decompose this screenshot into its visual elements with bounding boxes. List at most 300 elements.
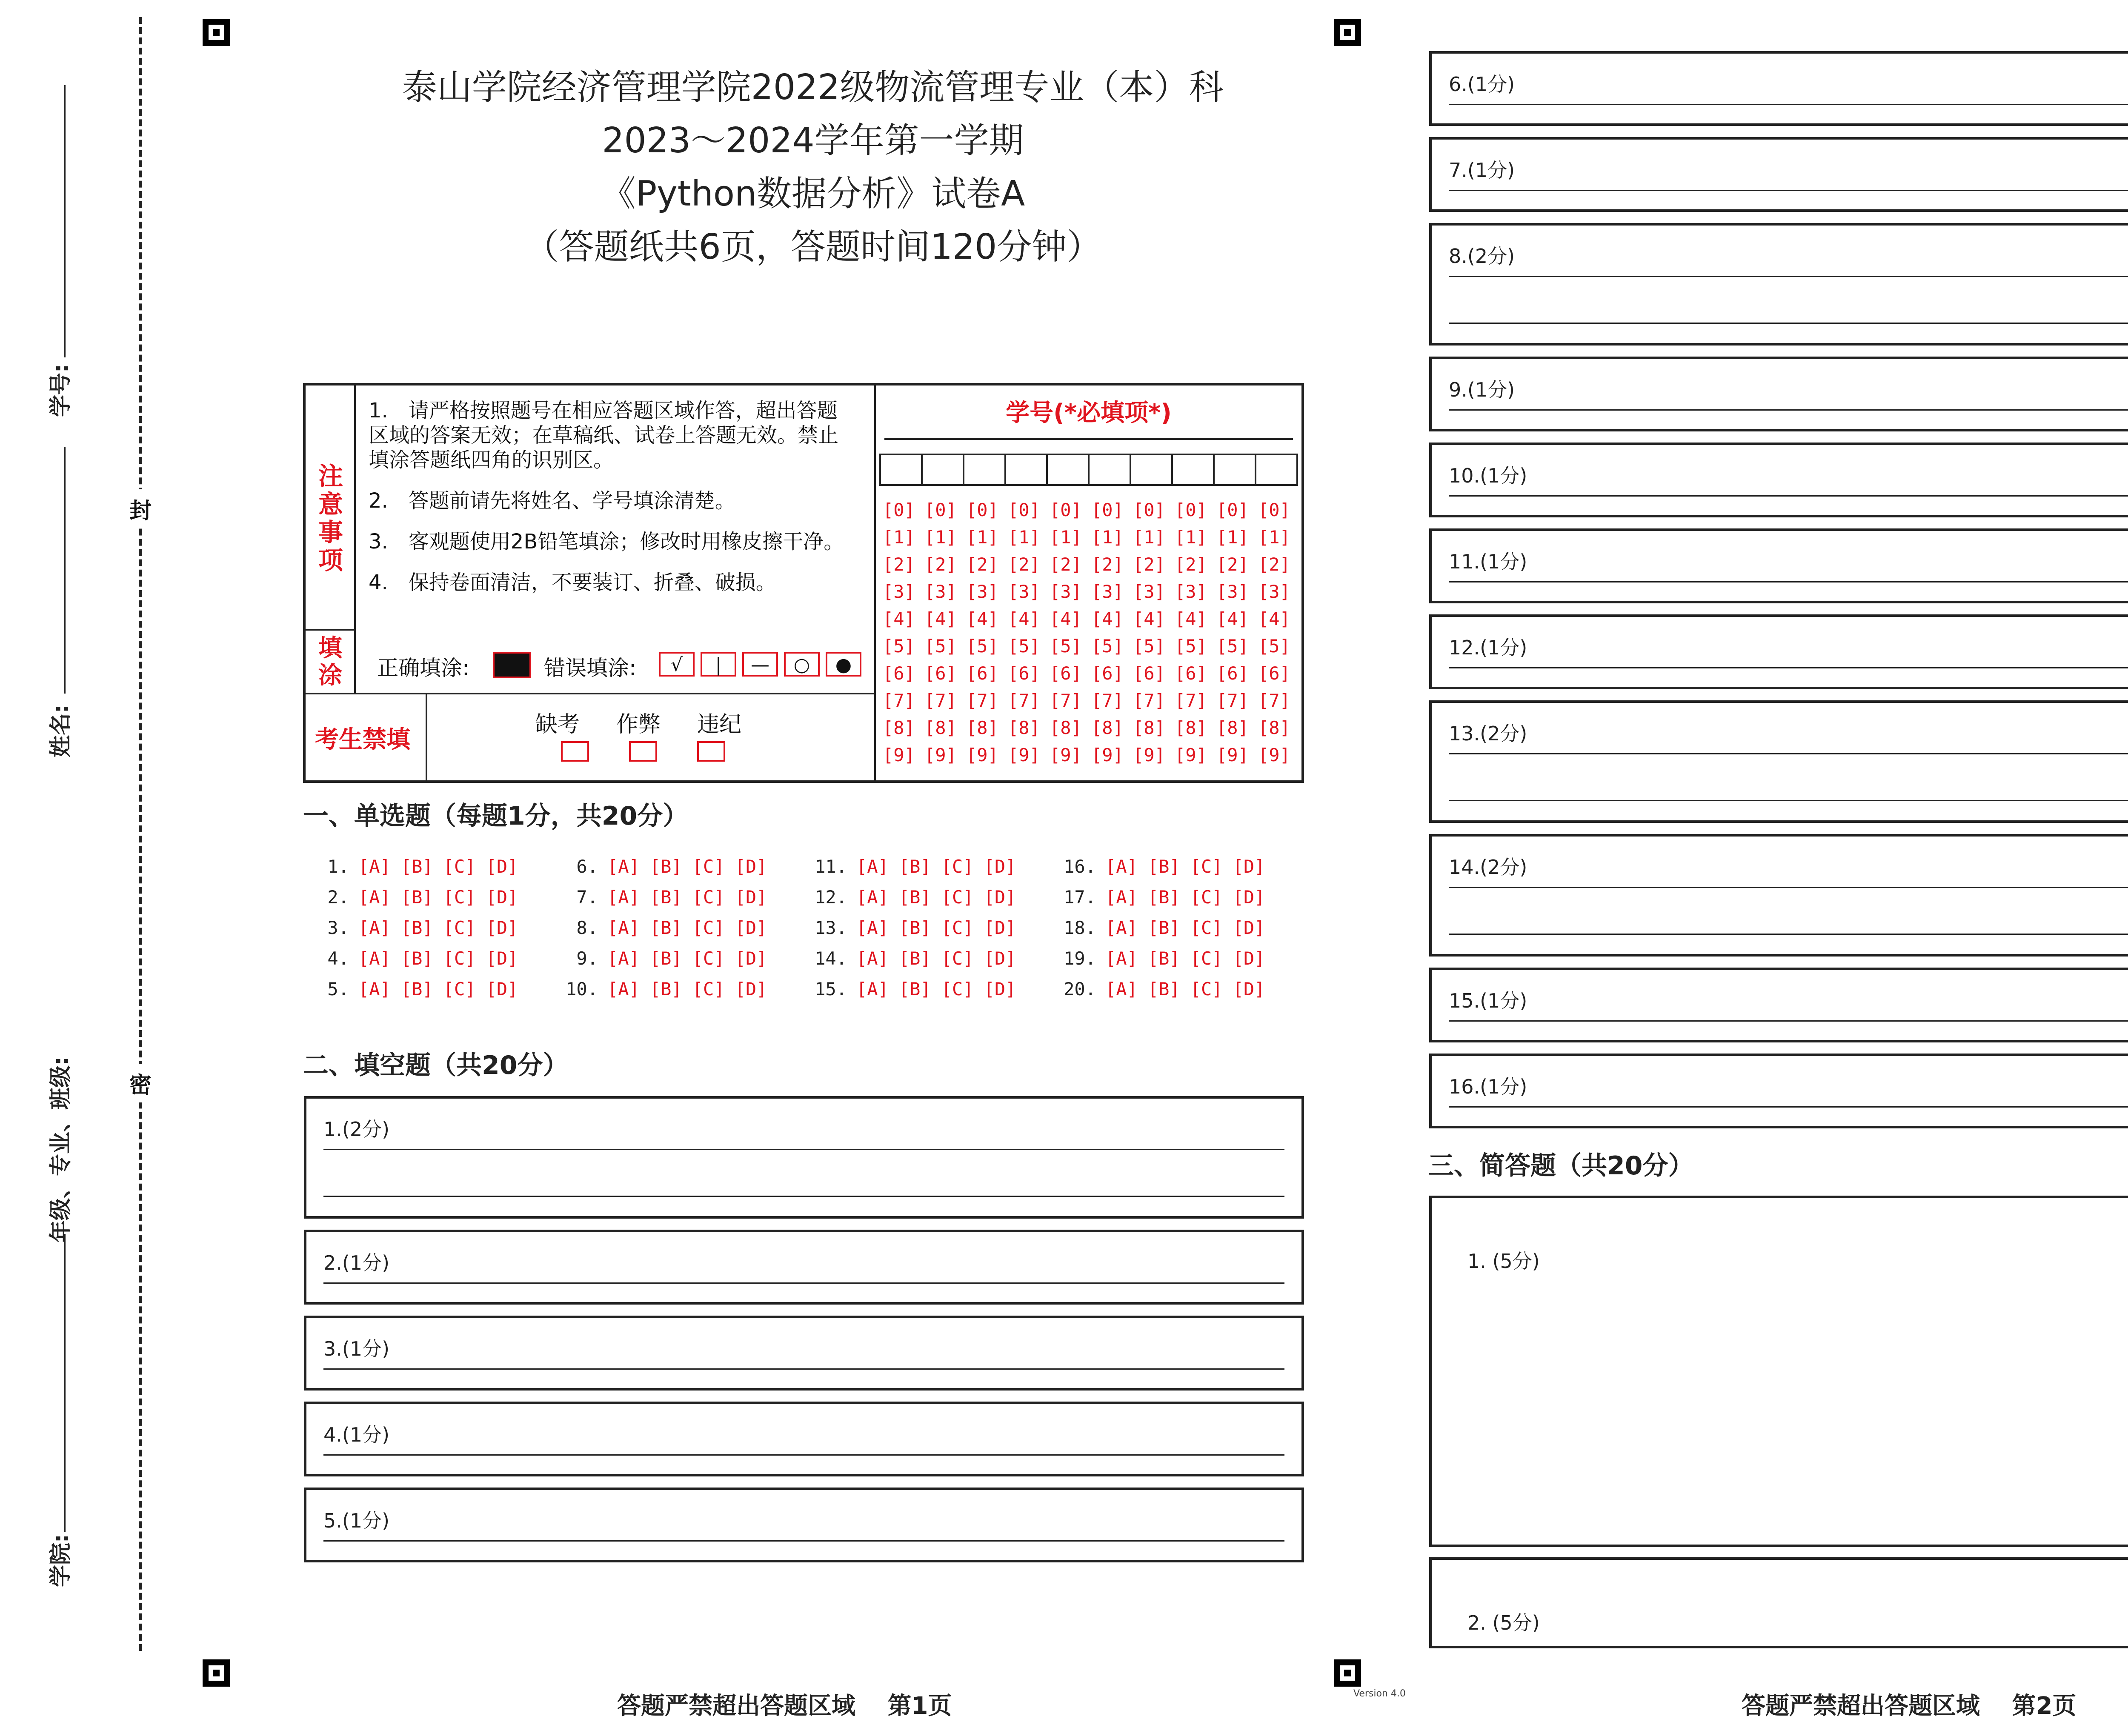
mc-question-number: 19. (1064, 948, 1096, 969)
exam-title-line3: 《Python数据分析》试卷A (601, 174, 1025, 214)
digit-bubble[interactable]: [3] (1216, 581, 1249, 602)
student-number-bubbles[interactable] (883, 496, 1300, 768)
digit-bubble[interactable]: [9] (1258, 744, 1290, 765)
exam-title-line2: 2023～2024学年第一学期 (602, 120, 1024, 161)
notice-item-3: 3. 客观题使用2B铅笔填涂；修改时用橡皮擦干净。 (369, 530, 844, 554)
mc-option[interactable]: [D] (984, 856, 1016, 877)
digit-bubble[interactable]: [9] (1050, 744, 1082, 765)
digit-bubble[interactable]: [0] (1133, 499, 1165, 520)
mc-option[interactable]: [D] (1233, 856, 1265, 877)
digit-bubble[interactable]: [5] (1216, 635, 1249, 657)
digit-bubble[interactable]: [3] (966, 581, 998, 602)
digit-bubble[interactable]: [9] (1216, 744, 1249, 765)
digit-bubble[interactable]: [2] (924, 554, 957, 575)
section3-title: 三、简答题（共20分） (1428, 1151, 1694, 1181)
mc-question (1062, 943, 1275, 974)
digit-bubble[interactable]: [9] (966, 744, 998, 765)
digit-bubble[interactable]: [8] (1258, 717, 1290, 738)
digit-bubble[interactable]: [3] (1008, 581, 1040, 602)
class-line (64, 1234, 66, 1532)
digit-row (883, 496, 1300, 523)
mc-question (564, 851, 777, 882)
mc-question (564, 912, 777, 943)
mc-question-number: 9. (576, 948, 598, 969)
mc-option[interactable]: [D] (735, 856, 767, 877)
mc-question (315, 974, 528, 1004)
page1-footer: 答题严禁超出答题区域 第1页 (617, 1692, 952, 1720)
dashed-binding-line (139, 17, 142, 1651)
notice-item-4: 4. 保持卷面清洁，不要装订、折叠、破损。 (369, 571, 776, 594)
mc-option[interactable]: [A] (358, 948, 391, 969)
mc-option[interactable]: [A] (1105, 856, 1138, 877)
digit-bubble[interactable]: [4] (1216, 608, 1249, 629)
absent-checkbox[interactable] (561, 741, 589, 762)
digit-bubble[interactable]: [1] (1050, 526, 1082, 548)
digit-row (883, 578, 1300, 605)
mc-option[interactable]: [B] (1147, 978, 1180, 999)
mc-option[interactable]: [C] (1190, 948, 1223, 969)
digit-bubble[interactable]: [2] (1175, 554, 1207, 575)
digit-bubble[interactable]: [8] (1133, 717, 1165, 738)
digit-bubble[interactable]: [3] (924, 581, 957, 602)
digit-bubble[interactable]: [9] (924, 744, 957, 765)
mc-option[interactable]: [C] (1190, 886, 1223, 908)
mc-option[interactable]: [C] (1190, 856, 1223, 877)
digit-bubble[interactable]: [5] (883, 635, 915, 657)
mc-option[interactable]: [B] (649, 948, 682, 969)
digit-bubble[interactable]: [4] (924, 608, 957, 629)
mc-option[interactable]: [A] (358, 978, 391, 999)
mc-option[interactable]: [A] (607, 978, 640, 999)
fill-heading: 填涂 (318, 634, 342, 689)
digit-bubble[interactable]: [0] (883, 499, 915, 520)
digit-bubble[interactable]: [6] (883, 662, 915, 684)
mc-option[interactable]: [C] (443, 886, 476, 908)
digit-bubble[interactable]: [0] (966, 499, 998, 520)
mc-option[interactable]: [A] (1105, 886, 1138, 908)
section1-title: 一、单选题（每题1分，共20分） (303, 801, 689, 831)
mc-question-number: 1. (327, 856, 349, 877)
notice-item-2: 2. 答题前请先将姓名、学号填涂清楚。 (369, 489, 735, 513)
fill-question-2[interactable]: 2.(1分) (304, 1230, 1304, 1305)
digit-bubble[interactable]: [0] (1175, 499, 1207, 520)
mc-question-number: 3. (327, 917, 349, 938)
digit-row (883, 551, 1300, 578)
digit-bubble[interactable]: [6] (1258, 662, 1290, 684)
student-number-title: 学号(*必填项*) (1006, 399, 1172, 427)
digit-row (883, 687, 1300, 714)
digit-row (883, 660, 1300, 687)
digit-bubble[interactable]: [5] (1133, 635, 1165, 657)
mc-question (1062, 851, 1275, 882)
mc-column (813, 851, 1026, 1004)
mc-option[interactable]: [A] (856, 856, 889, 877)
notice-item-1: 1. 请严格按照题号在相应答题区域作答，超出答题区域的答案无效；在草稿纸、试卷上答题无效。禁止填涂答题纸四角的识别区。 (369, 399, 839, 472)
digit-bubble[interactable]: [0] (924, 499, 957, 520)
mc-option[interactable]: [D] (486, 917, 518, 938)
digit-bubble[interactable]: [0] (1050, 499, 1082, 520)
mc-option[interactable]: [B] (400, 856, 433, 877)
digit-bubble[interactable]: [3] (1133, 581, 1165, 602)
mc-option[interactable]: [B] (400, 948, 433, 969)
absent-label: 缺考 (535, 712, 580, 737)
cheat-checkbox[interactable] (629, 741, 657, 762)
class-label: 年级、专业、班级: (48, 1056, 74, 1242)
digit-bubble[interactable]: [2] (1050, 554, 1082, 575)
digit-bubble[interactable]: [2] (1008, 554, 1040, 575)
mc-option[interactable]: [B] (1147, 948, 1180, 969)
mc-option[interactable]: [B] (898, 917, 931, 938)
student-id-line (64, 85, 66, 357)
digit-bubble[interactable]: [7] (924, 690, 957, 711)
digit-bubble[interactable]: [6] (1091, 662, 1124, 684)
mc-question (813, 882, 1026, 912)
mc-option[interactable]: [B] (649, 886, 682, 908)
digit-bubble[interactable]: [6] (924, 662, 957, 684)
digit-bubble[interactable]: [9] (1091, 744, 1124, 765)
mc-option[interactable]: [A] (856, 978, 889, 999)
info-panel (303, 383, 1304, 783)
fill-question-9[interactable]: 9.(1分) (1429, 357, 2128, 431)
no-fill-row (306, 694, 874, 783)
mc-option[interactable]: [A] (856, 886, 889, 908)
fill-question-14[interactable]: 14.(2分) (1429, 834, 2128, 957)
digit-bubble[interactable]: [8] (1091, 717, 1124, 738)
mc-option[interactable]: [D] (1233, 978, 1265, 999)
digit-bubble[interactable]: [7] (1175, 690, 1207, 711)
digit-bubble[interactable]: [2] (883, 554, 915, 575)
mc-question-number: 4. (327, 948, 349, 969)
fill-question-11[interactable]: 11.(1分) (1429, 528, 2128, 603)
mc-option[interactable]: [D] (735, 886, 767, 908)
mc-question-number: 11. (815, 856, 847, 877)
digit-bubble[interactable]: [8] (1175, 717, 1207, 738)
digit-bubble[interactable]: [7] (1216, 690, 1249, 711)
digit-bubble[interactable]: [2] (1091, 554, 1124, 575)
mc-question-number: 7. (576, 886, 598, 908)
page2-footer: 答题严禁超出答题区域 第2页 (1742, 1692, 2077, 1720)
digit-bubble[interactable]: [3] (1175, 581, 1207, 602)
mc-option[interactable]: [B] (400, 917, 433, 938)
wrong-fill-label: 错误填涂: (544, 656, 636, 680)
mc-question (813, 943, 1026, 974)
digit-bubble[interactable]: [7] (966, 690, 998, 711)
mc-option[interactable]: [B] (400, 886, 433, 908)
mc-question-number: 20. (1064, 978, 1096, 999)
digit-bubble[interactable]: [8] (966, 717, 998, 738)
fill-question-4[interactable]: 4.(1分) (304, 1402, 1304, 1476)
mc-option[interactable]: [B] (400, 978, 433, 999)
mc-option[interactable]: [D] (984, 886, 1016, 908)
exam-title-line4: （答题纸共6页，答题时间120分钟） (524, 227, 1102, 267)
mc-option[interactable]: [C] (692, 886, 725, 908)
mc-question (1062, 974, 1275, 1004)
digit-bubble[interactable]: [6] (1008, 662, 1040, 684)
mc-option[interactable]: [B] (1147, 886, 1180, 908)
mc-option[interactable]: [B] (898, 948, 931, 969)
mc-option[interactable]: [D] (1233, 917, 1265, 938)
name-label: 姓名: (48, 704, 74, 757)
mc-option[interactable]: [D] (1233, 886, 1265, 908)
fill-question-10[interactable]: 10.(1分) (1429, 443, 2128, 517)
mc-question-number: 8. (576, 917, 598, 938)
mc-option[interactable]: [C] (443, 978, 476, 999)
digit-bubble[interactable]: [1] (1175, 526, 1207, 548)
mc-option[interactable]: [C] (443, 917, 476, 938)
digit-bubble[interactable]: [1] (883, 526, 915, 548)
mc-option[interactable]: [A] (607, 886, 640, 908)
digit-bubble[interactable]: [5] (1258, 635, 1290, 657)
digit-bubble[interactable]: [1] (1216, 526, 1249, 548)
student-id-label: 学号: (48, 364, 74, 417)
section2-title: 二、填空题（共20分） (303, 1051, 569, 1080)
digit-row (883, 523, 1300, 551)
mc-option[interactable]: [A] (358, 856, 391, 877)
mc-question (564, 943, 777, 974)
mc-option[interactable]: [C] (941, 978, 974, 999)
mc-option[interactable]: [B] (649, 917, 682, 938)
no-fill-heading: 考生禁填 (315, 726, 410, 754)
mc-option[interactable]: [B] (1147, 917, 1180, 938)
digit-bubble[interactable]: [7] (1050, 690, 1082, 711)
digit-bubble[interactable]: [1] (1008, 526, 1040, 548)
mc-question (315, 882, 528, 912)
mc-option[interactable]: [B] (898, 856, 931, 877)
mc-question (564, 974, 777, 1004)
digit-bubble[interactable]: [4] (1050, 608, 1082, 629)
mc-option[interactable]: [A] (1105, 978, 1138, 999)
student-number-write-boxes[interactable] (879, 454, 1298, 486)
mc-option[interactable]: [C] (692, 978, 725, 999)
fill-question-13[interactable]: 13.(2分) (1429, 700, 2128, 823)
digit-bubble[interactable]: [7] (1133, 690, 1165, 711)
digit-bubble[interactable]: [7] (1258, 690, 1290, 711)
mc-question (315, 912, 528, 943)
digit-bubble[interactable]: [9] (1133, 744, 1165, 765)
mc-option[interactable]: [A] (607, 917, 640, 938)
fill-question-8[interactable]: 8.(2分) (1429, 223, 2128, 345)
mc-option[interactable]: [B] (649, 978, 682, 999)
version-label: Version 4.0 (1353, 1688, 1406, 1699)
digit-bubble[interactable]: [8] (1050, 717, 1082, 738)
digit-bubble[interactable]: [3] (883, 581, 915, 602)
mc-option[interactable]: [A] (1105, 948, 1138, 969)
fill-question-1[interactable]: 1.(2分) (304, 1096, 1304, 1219)
seal-character-top: 封 (129, 489, 152, 528)
digit-bubble[interactable]: [5] (966, 635, 998, 657)
digit-row (883, 741, 1300, 768)
correct-fill-label: 正确填涂: (377, 656, 469, 680)
mc-option[interactable]: [C] (941, 856, 974, 877)
student-number-divider (884, 438, 1293, 440)
corner-marker (203, 19, 230, 46)
digit-bubble[interactable]: [6] (1050, 662, 1082, 684)
digit-bubble[interactable]: [3] (1091, 581, 1124, 602)
mc-option[interactable]: [D] (984, 948, 1016, 969)
mc-option[interactable]: [D] (984, 978, 1016, 999)
digit-bubble[interactable]: [5] (924, 635, 957, 657)
digit-bubble[interactable]: [1] (1258, 526, 1290, 548)
mc-option[interactable]: [D] (486, 856, 518, 877)
mc-option[interactable]: [A] (856, 948, 889, 969)
short-answer-2[interactable]: 2. (5分) (1429, 1557, 2128, 1648)
mc-option[interactable]: [D] (735, 917, 767, 938)
mc-question (1062, 882, 1275, 912)
digit-bubble[interactable]: [8] (883, 717, 915, 738)
mc-option[interactable]: [D] (486, 978, 518, 999)
mc-option[interactable]: [C] (443, 856, 476, 877)
mc-question (1062, 912, 1275, 943)
digit-bubble[interactable]: [9] (1175, 744, 1207, 765)
digit-bubble[interactable]: [5] (1091, 635, 1124, 657)
digit-bubble[interactable]: [7] (1091, 690, 1124, 711)
digit-row (883, 714, 1300, 741)
violation-checkbox[interactable] (697, 741, 725, 762)
mc-question (564, 882, 777, 912)
digit-bubble[interactable]: [4] (1175, 608, 1207, 629)
digit-bubble[interactable]: [3] (1258, 581, 1290, 602)
seal-character-bottom: 密 (129, 1064, 152, 1102)
mc-column (564, 851, 777, 1004)
digit-bubble[interactable]: [7] (883, 690, 915, 711)
digit-bubble[interactable]: [1] (1091, 526, 1124, 548)
mc-question (315, 943, 528, 974)
mc-option[interactable]: [A] (358, 886, 391, 908)
digit-bubble[interactable]: [2] (1216, 554, 1249, 575)
fill-row (306, 631, 874, 694)
digit-bubble[interactable]: [9] (1008, 744, 1040, 765)
digit-bubble[interactable]: [6] (1133, 662, 1165, 684)
mc-question-number: 18. (1064, 917, 1096, 938)
digit-row (883, 632, 1300, 660)
mc-option[interactable]: [C] (692, 948, 725, 969)
digit-bubble[interactable]: [1] (966, 526, 998, 548)
digit-bubble[interactable]: [8] (1216, 717, 1249, 738)
notice-heading: 注意事项 (306, 385, 356, 631)
digit-bubble[interactable]: [6] (1216, 662, 1249, 684)
mc-option[interactable]: [C] (692, 917, 725, 938)
mc-option[interactable]: [C] (1190, 978, 1223, 999)
mc-question-number: 14. (815, 948, 847, 969)
mc-question-number: 2. (327, 886, 349, 908)
mc-question-number: 17. (1064, 886, 1096, 908)
digit-bubble[interactable]: [4] (1091, 608, 1124, 629)
mc-option[interactable]: [D] (486, 948, 518, 969)
digit-bubble[interactable]: [4] (1008, 608, 1040, 629)
college-label: 学院: (48, 1534, 74, 1587)
digit-bubble[interactable]: [2] (966, 554, 998, 575)
mc-option[interactable]: [D] (735, 978, 767, 999)
mc-option[interactable]: [C] (692, 856, 725, 877)
mc-question-number: 16. (1064, 856, 1096, 877)
fill-question-3[interactable]: 3.(1分) (304, 1316, 1304, 1391)
fill-question-7[interactable]: 7.(1分) (1429, 137, 2128, 212)
mc-question (813, 912, 1026, 943)
digit-bubble[interactable]: [8] (924, 717, 957, 738)
corner-marker (1334, 19, 1361, 46)
digit-bubble[interactable]: [5] (1050, 635, 1082, 657)
fill-question-16[interactable]: 16.(1分) (1429, 1054, 2128, 1128)
mc-question (813, 974, 1026, 1004)
corner-marker (203, 1659, 230, 1687)
short-answer-1[interactable]: 1. (5分) (1429, 1196, 2128, 1547)
violation-label: 违纪 (697, 712, 742, 737)
digit-bubble[interactable]: [1] (1133, 526, 1165, 548)
mc-option[interactable]: [D] (1233, 948, 1265, 969)
student-number-panel (874, 385, 1301, 780)
mc-option[interactable]: [B] (898, 886, 931, 908)
digit-bubble[interactable]: [4] (1133, 608, 1165, 629)
mc-option[interactable]: [D] (735, 948, 767, 969)
mc-option[interactable]: [C] (443, 948, 476, 969)
mc-option[interactable]: [A] (856, 917, 889, 938)
digit-bubble[interactable]: [3] (1050, 581, 1082, 602)
single-choice-grid[interactable] (315, 851, 1294, 1004)
mc-question (315, 851, 528, 882)
mc-question-number: 12. (815, 886, 847, 908)
fill-question-12[interactable]: 12.(1分) (1429, 614, 2128, 689)
mc-option[interactable]: [A] (607, 856, 640, 877)
digit-bubble[interactable]: [6] (966, 662, 998, 684)
correct-fill-sample (493, 652, 531, 678)
fill-question-5[interactable]: 5.(1分) (304, 1488, 1304, 1562)
mc-option[interactable]: [B] (1147, 856, 1180, 877)
digit-bubble[interactable]: [5] (1008, 635, 1040, 657)
digit-bubble[interactable]: [1] (924, 526, 957, 548)
corner-marker (1334, 1659, 1361, 1687)
mc-option[interactable]: [A] (358, 917, 391, 938)
mc-option[interactable]: [B] (649, 856, 682, 877)
exam-title-line1: 泰山学院经济管理学院2022级物流管理专业（本）科 (402, 67, 1224, 108)
name-line (64, 447, 66, 694)
mc-option[interactable]: [C] (941, 948, 974, 969)
fill-question-15[interactable]: 15.(1分) (1429, 968, 2128, 1042)
digit-bubble[interactable]: [4] (966, 608, 998, 629)
mc-option[interactable]: [C] (1190, 917, 1223, 938)
mc-option[interactable]: [D] (486, 886, 518, 908)
digit-bubble[interactable]: [4] (883, 608, 915, 629)
digit-bubble[interactable]: [5] (1175, 635, 1207, 657)
digit-bubble[interactable]: [0] (1008, 499, 1040, 520)
wrong-fill-samples: √ | — ○ ● (659, 652, 861, 677)
digit-row (883, 605, 1300, 632)
digit-bubble[interactable]: [2] (1133, 554, 1165, 575)
digit-bubble[interactable]: [0] (1258, 499, 1290, 520)
digit-bubble[interactable]: [2] (1258, 554, 1290, 575)
notice-items (369, 398, 854, 595)
mc-option[interactable]: [D] (984, 917, 1016, 938)
mc-question-number: 10. (566, 978, 598, 999)
mc-option[interactable]: [B] (898, 978, 931, 999)
digit-bubble[interactable]: [6] (1175, 662, 1207, 684)
digit-bubble[interactable]: [7] (1008, 690, 1040, 711)
mc-option[interactable]: [A] (607, 948, 640, 969)
digit-bubble[interactable]: [9] (883, 744, 915, 765)
mc-option[interactable]: [C] (941, 917, 974, 938)
mc-column (1062, 851, 1275, 1004)
digit-bubble[interactable]: [0] (1091, 499, 1124, 520)
digit-bubble[interactable]: [4] (1258, 608, 1290, 629)
digit-bubble[interactable]: [0] (1216, 499, 1249, 520)
mc-option[interactable]: [A] (1105, 917, 1138, 938)
fill-question-6[interactable]: 6.(1分) (1429, 51, 2128, 126)
mc-question-number: 15. (815, 978, 847, 999)
digit-bubble[interactable]: [8] (1008, 717, 1040, 738)
mc-option[interactable]: [C] (941, 886, 974, 908)
mc-question-number: 13. (815, 917, 847, 938)
mc-question-number: 6. (576, 856, 598, 877)
mc-question-number: 5. (327, 978, 349, 999)
